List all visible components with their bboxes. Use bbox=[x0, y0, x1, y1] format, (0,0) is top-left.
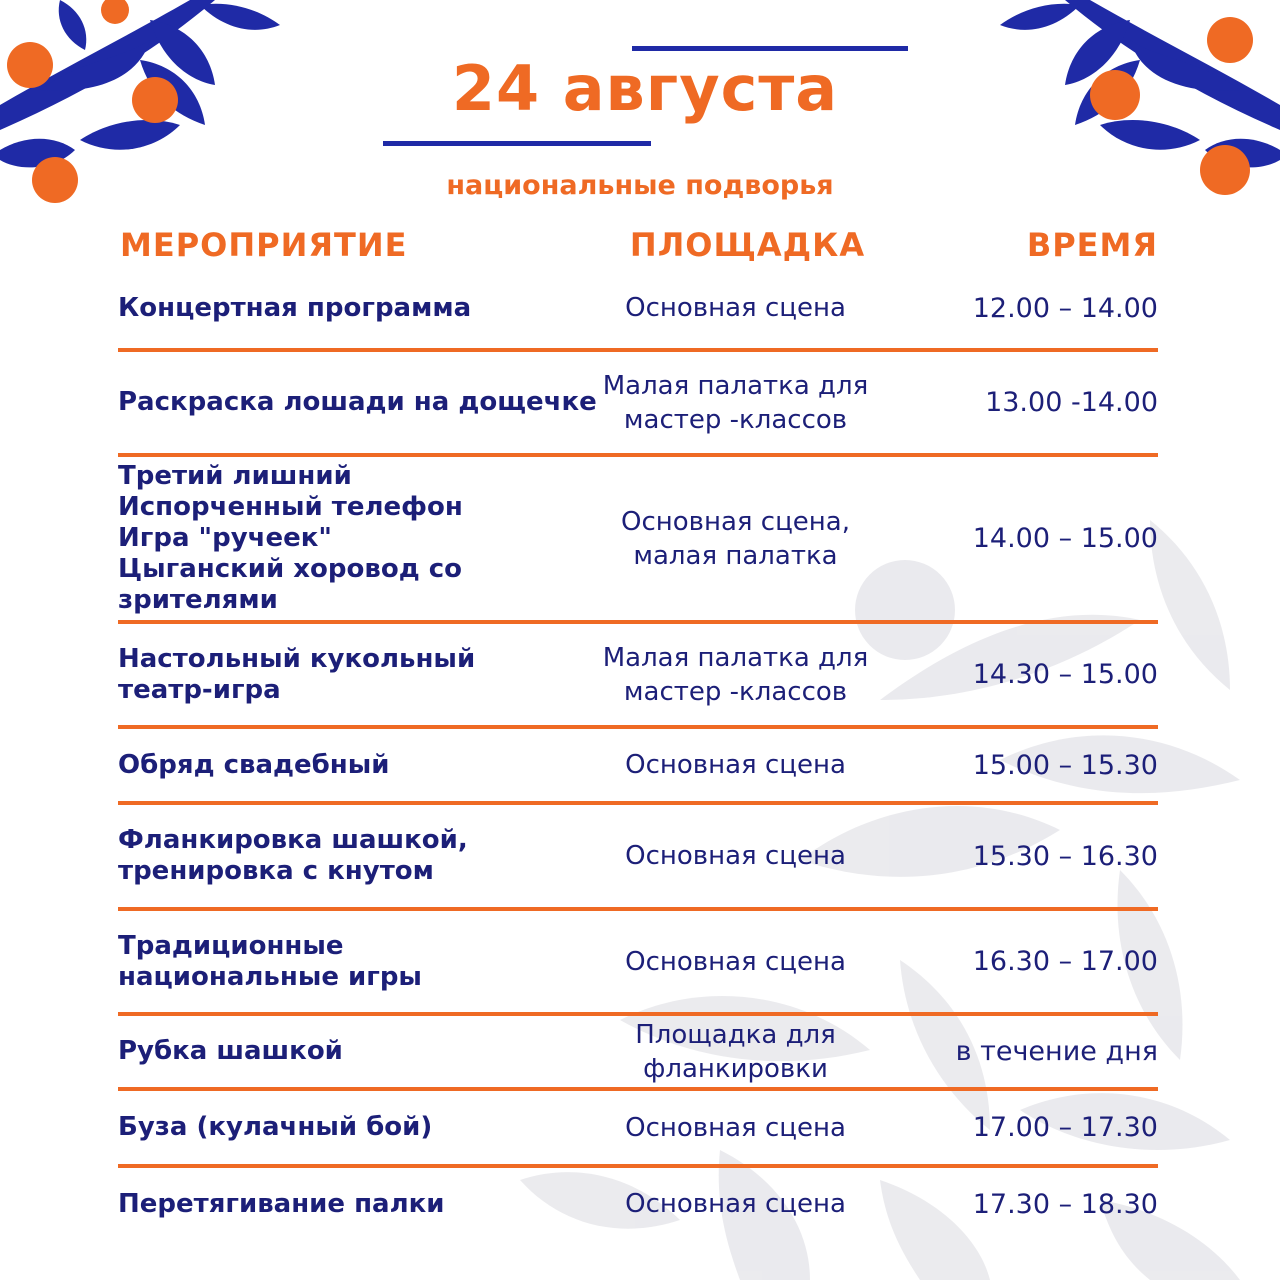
time-cell: 14.30 – 15.00 bbox=[972, 659, 1158, 690]
event-line: Традиционные bbox=[118, 930, 344, 961]
time-cell: 12.00 – 14.00 bbox=[972, 292, 1158, 324]
event-line: театр-игра bbox=[118, 674, 281, 705]
event-line: Рубка шашкой bbox=[118, 1036, 343, 1066]
time-cell: в течение дня bbox=[955, 1036, 1158, 1067]
event-line: Обряд свадебный bbox=[118, 749, 390, 780]
event-line: национальные игры bbox=[118, 961, 422, 992]
event-line: Концертная программа bbox=[118, 292, 472, 323]
table-row bbox=[118, 729, 1158, 805]
venue-line: Основная сцена bbox=[625, 1189, 846, 1219]
table-row bbox=[118, 1168, 1158, 1244]
venue-line: Основная сцена bbox=[625, 750, 846, 780]
event-line: Перетягивание палки bbox=[118, 1188, 445, 1219]
venue-cell bbox=[543, 1091, 928, 1164]
page-title-date: 24 августа bbox=[451, 52, 839, 125]
venue-cell bbox=[543, 1168, 928, 1240]
table-row bbox=[118, 805, 1158, 911]
column-header-venue: ПЛОЩАДКА bbox=[629, 226, 866, 264]
ornament-top-left bbox=[0, 0, 280, 203]
event-line: тренировка с кнутом bbox=[118, 856, 434, 886]
time-cell: 15.30 – 16.30 bbox=[972, 840, 1158, 872]
event-line: Игра "ручеек" bbox=[118, 523, 332, 553]
event-line: Настольный кукольный bbox=[118, 643, 476, 674]
venue-cell bbox=[543, 729, 928, 801]
venue-line: малая палатка bbox=[633, 540, 838, 571]
venue-line: мастер -классов bbox=[623, 676, 848, 707]
ornament-top-right bbox=[1000, 0, 1280, 195]
time-cell: 16.30 – 17.00 bbox=[972, 946, 1158, 977]
venue-cell bbox=[543, 911, 928, 1012]
event-line: Цыганский хоровод со зрителями bbox=[118, 554, 463, 615]
venue-cell bbox=[543, 457, 928, 620]
table-row bbox=[118, 911, 1158, 1016]
table-row bbox=[118, 624, 1158, 729]
time-cell: 17.30 – 18.30 bbox=[972, 1188, 1158, 1220]
venue-line: мастер -классов bbox=[623, 404, 848, 435]
venue-line: Основная сцена bbox=[625, 946, 846, 977]
table-row bbox=[118, 352, 1158, 457]
time-cell: 17.00 – 17.30 bbox=[972, 1112, 1158, 1143]
title-rule-bottom bbox=[383, 141, 651, 146]
page-subtitle: национальные подворья bbox=[446, 170, 834, 201]
venue-line: Основная сцена bbox=[625, 293, 846, 323]
column-header-event: МЕРОПРИЯТИЕ bbox=[120, 226, 408, 264]
time-cell: 13.00 -14.00 bbox=[985, 387, 1158, 418]
column-header-time: ВРЕМЯ bbox=[1026, 226, 1158, 264]
title-rule-top bbox=[632, 46, 908, 51]
event-line: Раскраска лошади на дощечке bbox=[118, 387, 597, 417]
time-cell: 15.00 – 15.30 bbox=[972, 749, 1158, 781]
venue-cell bbox=[543, 1016, 928, 1087]
venue-line: Площадка для фланкировки bbox=[635, 1019, 836, 1084]
venue-cell bbox=[543, 352, 928, 453]
venue-line: Малая палатка для bbox=[602, 642, 869, 673]
venue-cell bbox=[543, 268, 928, 348]
venue-line: Малая палатка для bbox=[602, 370, 869, 401]
event-line: Фланкировка шашкой, bbox=[118, 825, 468, 855]
table-row bbox=[118, 1091, 1158, 1168]
table-row bbox=[118, 1016, 1158, 1091]
venue-line: Основная сцена bbox=[625, 1112, 846, 1143]
venue-cell bbox=[543, 624, 928, 725]
table-row bbox=[118, 268, 1158, 352]
event-line: Испорченный телефон bbox=[118, 492, 463, 522]
venue-cell bbox=[543, 805, 928, 907]
venue-line: Основная сцена bbox=[625, 841, 846, 871]
event-line: Третий лишний bbox=[118, 461, 352, 491]
event-line: Буза (кулачный бой) bbox=[118, 1112, 433, 1142]
venue-line: Основная сцена, bbox=[620, 506, 850, 537]
table-row bbox=[118, 457, 1158, 624]
time-cell: 14.00 – 15.00 bbox=[972, 523, 1158, 554]
